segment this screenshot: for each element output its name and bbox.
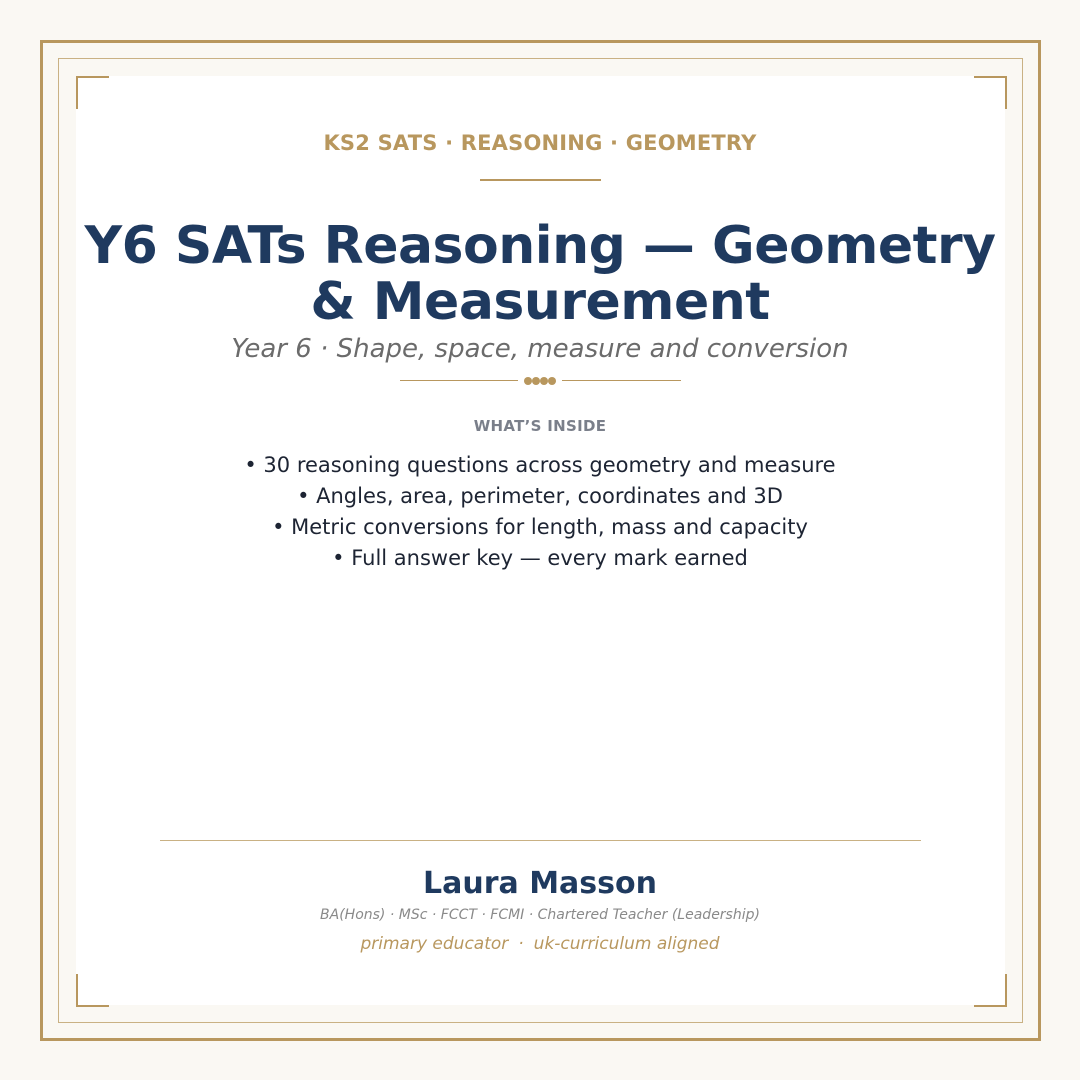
corner-ornament-top-left xyxy=(76,76,109,109)
kicker-underline xyxy=(480,179,601,181)
divider-line-right xyxy=(562,380,681,381)
tag-primary-educator: primary educator xyxy=(360,934,509,954)
feature-item: • Full answer key — every mark earned xyxy=(332,546,748,570)
kicker-text: KS2 SATS · REASONING · GEOMETRY xyxy=(323,131,757,155)
tag-separator: · xyxy=(518,934,524,954)
divider-dots-ornament xyxy=(524,377,558,385)
page-title xyxy=(0,218,1080,330)
divider-dot xyxy=(532,377,540,385)
title-line-1: Y6 SATs Reasoning — Geometry xyxy=(84,216,996,276)
feature-item: • Angles, area, perimeter, coordinates and 3D xyxy=(297,484,783,508)
corner-ornament-top-right xyxy=(974,76,1007,109)
corner-ornament-bottom-right xyxy=(974,974,1007,1007)
author-tags xyxy=(0,934,1080,954)
divider-dot xyxy=(524,377,532,385)
title-line-2: & Measurement xyxy=(310,272,770,332)
author-name: Laura Masson xyxy=(423,866,657,901)
author-credentials: BA(Hons) · MSc · FCCT · FCMI · Chartered Teacher (Leadership) xyxy=(320,907,760,923)
footer-divider xyxy=(160,840,921,841)
feature-list xyxy=(0,450,1080,574)
subtitle: Year 6 · Shape, space, measure and conversion xyxy=(231,334,849,364)
corner-ornament-bottom-left xyxy=(76,974,109,1007)
feature-item: • Metric conversions for length, mass and capacity xyxy=(272,515,808,539)
divider-dot xyxy=(548,377,556,385)
divider-dot xyxy=(540,377,548,385)
divider-line-left xyxy=(400,380,518,381)
whats-inside-label: WHAT’S INSIDE xyxy=(473,417,607,435)
feature-item: • 30 reasoning questions across geometry and measure xyxy=(244,453,836,477)
tag-curriculum: uk-curriculum aligned xyxy=(533,934,720,954)
